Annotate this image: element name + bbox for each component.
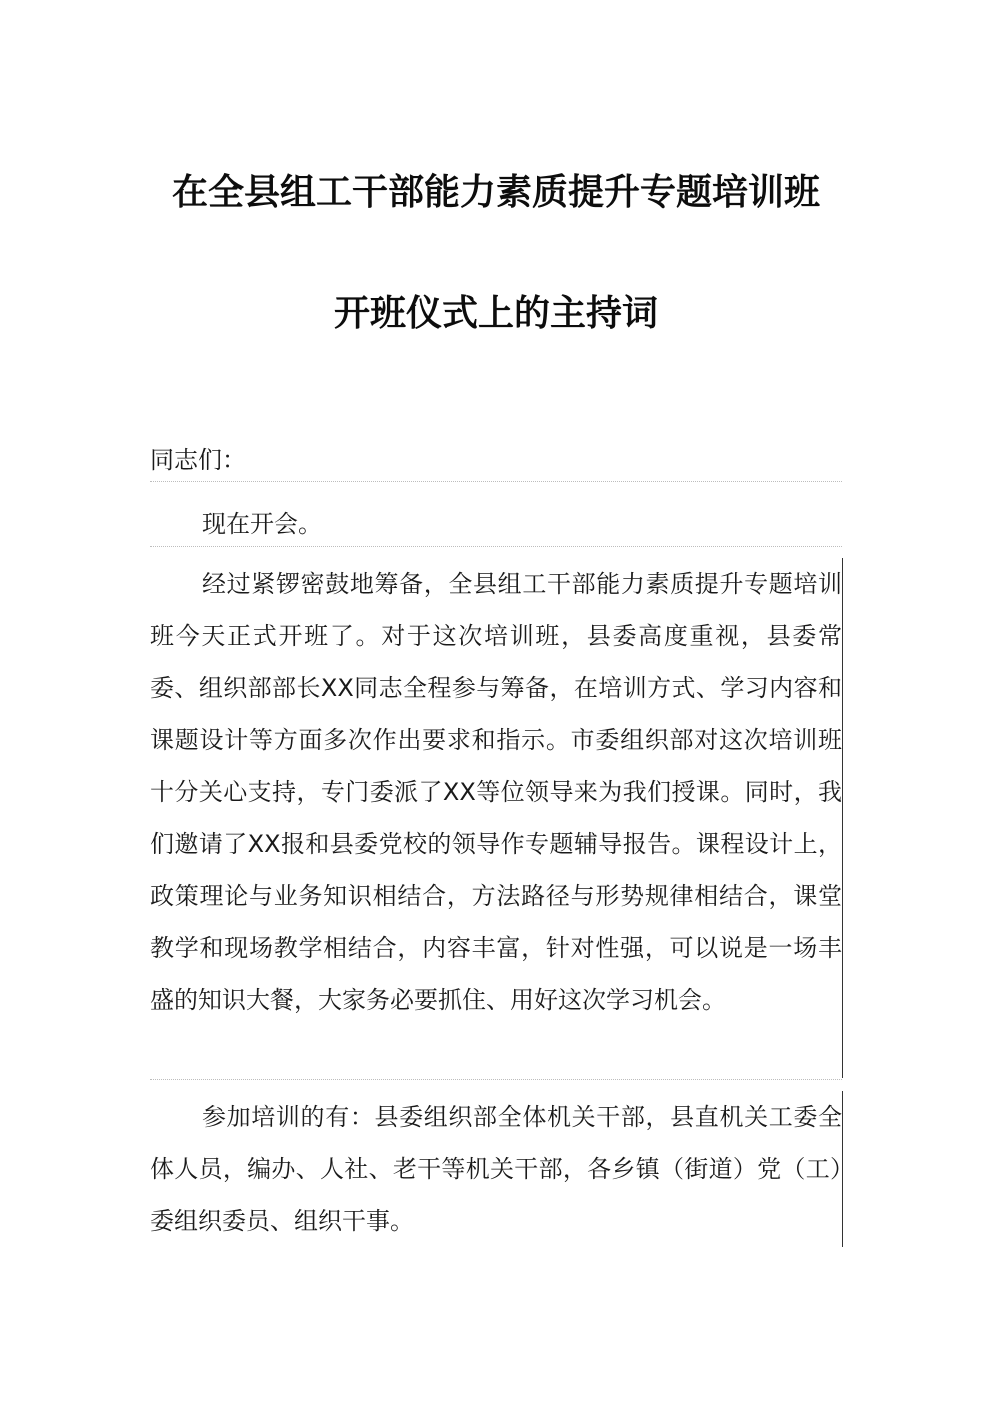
paragraph-participants: 参加培训的有：县委组织部全体机关干部，县直机关工委全体人员，编办、人社、老干等机关干部，各乡镇（街道）党（工）委组织委员、组织干事。 (150, 1091, 843, 1247)
paragraph-divider (150, 481, 842, 482)
document-title-line-1: 在全县组工干部能力素质提升专题培训班 (171, 172, 820, 213)
paragraph-divider (150, 546, 842, 547)
paragraph-opening: 现在开会。 (202, 510, 322, 538)
salutation: 同志们： (150, 446, 246, 474)
paragraph-preparation: 经过紧锣密鼓地筹备，全县组工干部能力素质提升专题培训班今天正式开班了。对于这次培训班，县委高度重视，县委常委、组织部部长XX同志全程参与筹备，在培训方式、学习内容和课题设计等方面多次作出要求和指示。市委组织部对这次培训班十分关心支持，专门委派了XX等位领导来为我们授课。同时，我们邀请了XX报和县委党校的领导作专题辅导报告。课程设计上，政策理论与业务知识相结合，方法路径与形势规律相结合，课堂教学和现场教学相结合，内容丰富，针对性强，可以说是一场丰盛的知识大餐，大家务必要抓住、用好这次学习机会。 (150, 558, 843, 1078)
document-title-line-2: 开班仪式上的主持词 (333, 293, 658, 334)
paragraph-divider (150, 1079, 842, 1080)
